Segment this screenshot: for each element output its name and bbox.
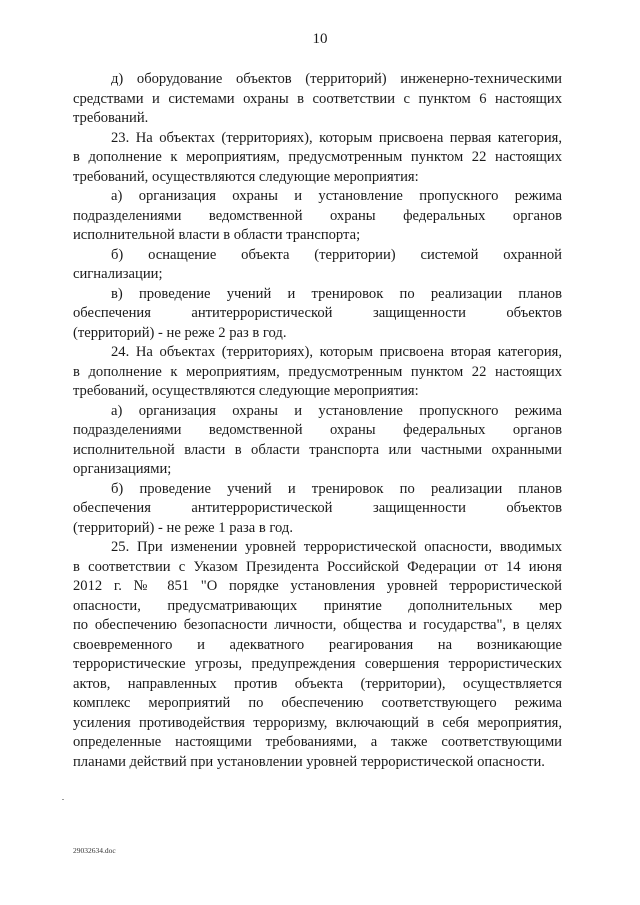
text-line: обеспечения антитеррористической защищенности объектов bbox=[73, 305, 562, 321]
text-line: 23. На объектах (территориях), которым присвоена первая категория, bbox=[111, 129, 562, 146]
text-line: требований, осуществляются следующие мероприятия: bbox=[73, 168, 419, 185]
text-line: требований. bbox=[73, 110, 149, 126]
text-line: в соответствии с Указом Президента Российской Федерации от 14 июня bbox=[73, 558, 562, 575]
text-line: определенные настоящими требованиями, а также соответствующими bbox=[73, 734, 562, 750]
paragraph-point-23-b bbox=[73, 246, 562, 285]
text-line: средствами и системами охраны в соответствии с пунктом 6 настоящих bbox=[73, 90, 562, 107]
text-line: исполнительной власти в области транспорта; bbox=[73, 227, 361, 243]
text-line: террористические угрозы, предупреждения совершения террористических bbox=[73, 656, 562, 672]
paragraph-point-24 bbox=[73, 343, 562, 402]
text-line: планами действий при установлении уровней террористической опасности. bbox=[73, 753, 545, 770]
text-line: сигнализации; bbox=[73, 266, 163, 282]
text-line: б) проведение учений и тренировок по реализации планов bbox=[111, 480, 562, 497]
text-line: д) оборудование объектов (территорий) инженерно-техническими bbox=[111, 71, 562, 87]
scan-speck bbox=[62, 799, 64, 800]
text-line: а) организация охраны и установление пропускного режима bbox=[111, 402, 562, 419]
text-line: 25. При изменении уровней террористической опасности, вводимых bbox=[111, 539, 562, 555]
text-line: (территорий) - не реже 1 раза в год. bbox=[73, 519, 293, 536]
paragraph-point-23-a bbox=[73, 187, 562, 246]
text-line: актов, направленных против объекта (территории), осуществляется bbox=[73, 675, 562, 692]
text-line: 2012 г. № 851 "О порядке установления уровней террористической bbox=[73, 578, 562, 594]
paragraph-point-24-b bbox=[73, 480, 562, 539]
text-line: своевременного и адекватного реагирования на возникающие bbox=[73, 636, 562, 653]
text-line: усиления противодействия терроризму, включающий в себя мероприятия, bbox=[73, 714, 562, 731]
paragraph-point-24-a bbox=[73, 402, 562, 480]
text-line: в дополнение к мероприятиям, предусмотренным пунктом 22 настоящих bbox=[73, 363, 562, 380]
text-line: б) оснащение объекта (территории) системой охранной bbox=[111, 246, 562, 263]
text-line: а) организация охраны и установление пропускного режима bbox=[111, 188, 562, 204]
text-line: подразделениями ведомственной охраны федеральных органов bbox=[73, 422, 562, 438]
text-line: обеспечения антитеррористической защищенности объектов bbox=[73, 500, 562, 516]
text-line: 24. На объектах (территориях), которым присвоена вторая категория, bbox=[111, 344, 562, 360]
text-line: (территорий) - не реже 2 раз в год. bbox=[73, 324, 287, 341]
body-text bbox=[73, 70, 562, 772]
text-line: в дополнение к мероприятиям, предусмотренным пунктом 22 настоящих bbox=[73, 149, 562, 165]
text-line: подразделениями ведомственной охраны федеральных органов bbox=[73, 207, 562, 224]
paragraph-point-23-v bbox=[73, 285, 562, 344]
text-line: исполнительной власти в области транспорта или частными охранными bbox=[73, 441, 562, 458]
footer-filename: 29032634.doc bbox=[73, 846, 116, 855]
text-line: организациями; bbox=[73, 461, 172, 477]
text-line: комплекс мероприятий по обеспечению соответствующего режима bbox=[73, 695, 562, 711]
paragraph-point-23 bbox=[73, 129, 562, 188]
page-number: 10 bbox=[312, 31, 328, 47]
text-line: в) проведение учений и тренировок по реализации планов bbox=[111, 285, 562, 302]
paragraph-point-25 bbox=[73, 538, 562, 772]
text-line: требований, осуществляются следующие мероприятия: bbox=[73, 383, 419, 399]
text-line: по обеспечению безопасности личности, общества и государства", в целях bbox=[73, 617, 562, 633]
paragraph-item-d bbox=[73, 70, 562, 129]
text-line: опасности, предусматривающих принятие дополнительных мер bbox=[73, 597, 562, 614]
